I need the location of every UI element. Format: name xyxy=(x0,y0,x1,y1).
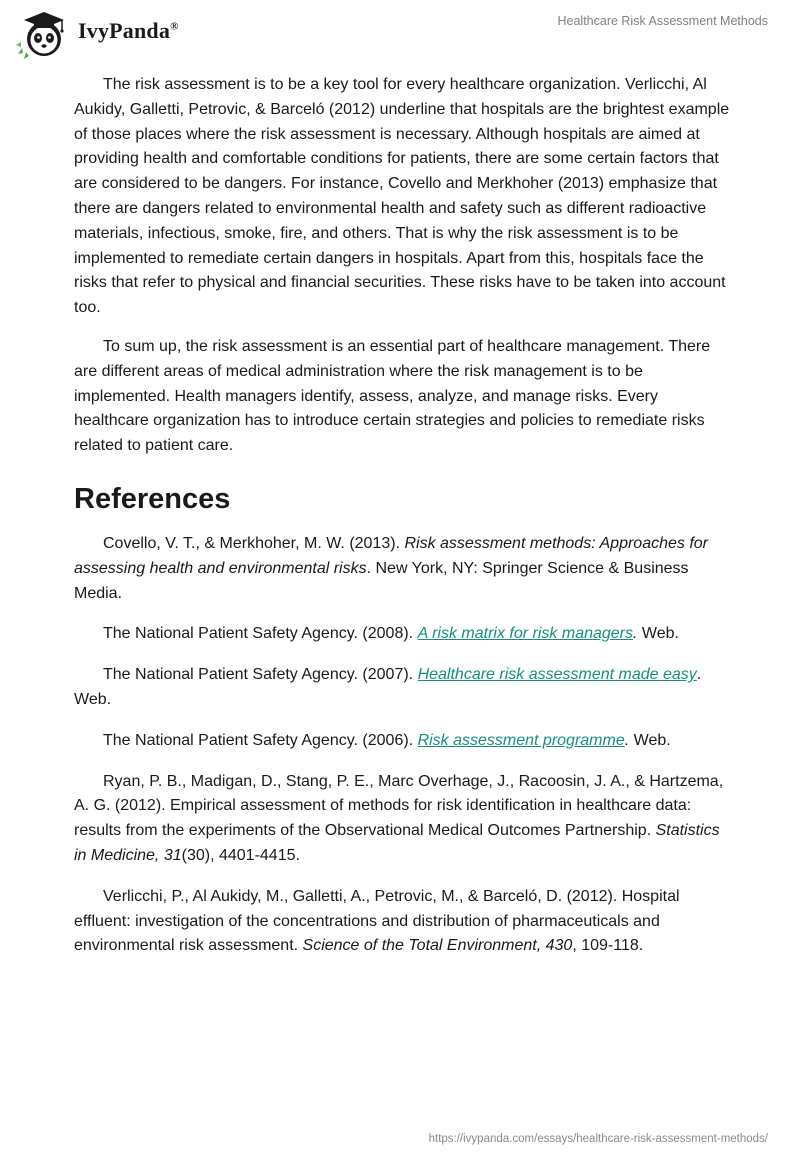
reference-text: . Web. xyxy=(74,666,702,708)
reference-text: Web. xyxy=(629,731,671,749)
reference-title: Science of the Total Environment, 430 xyxy=(302,937,573,955)
body-paragraph: The risk assessment is to be a key tool for every healthcare organization. Verlicchi, Al Aukidy, Galletti, Petrovic, & Barceló (2012) underline that hospitals are the brightest example of those places where the risk assessment is necessary. Although hospitals are aimed at providing health and comfortable conditions for patients, there are some certain factors that are considered to be dangers. For instance, Covello and Merkhoher (2013) emphasize that there are dangers related to environmental health and safety such as different radioactive materials, infectious, smoke, fire, and others. That is why the risk assessment is to be implemented to remediate certain dangers in hospitals. Apart from this, hospitals face the risks that refer to physical and financial securities. These risks have to be taken into account too. xyxy=(74,76,730,317)
ivypanda-logo-icon[interactable] xyxy=(16,8,74,60)
page-header xyxy=(0,0,800,70)
reference-text: . New York, NY: Springer Science & Business Media. xyxy=(74,559,689,602)
registered-mark: ® xyxy=(170,20,179,33)
document-title: Healthcare Risk Assessment Methods xyxy=(557,14,768,28)
footer-url: https://ivypanda.com/essays/healthcare-risk-assessment-methods/ xyxy=(428,1133,768,1145)
brand-name[interactable] xyxy=(78,18,179,44)
reference-text: The National Patient Safety Agency. (2008). xyxy=(103,625,418,643)
reference-item xyxy=(74,885,734,959)
reference-title: Risk assessment methods: Approaches for assessing health and environmental risks xyxy=(74,534,709,577)
reference-text: Ryan, P. B., Madigan, D., Stang, P. E., Marc Overhage, J., Racoosin, J. A., & Hartzema, A. G. (2012). Empirical assessment of methods for risk identification in healthcare data: results from the experiments of the Observational Medical Outcomes Partnership. xyxy=(74,772,724,840)
body-paragraph: To sum up, the risk assessment is an essential part of healthcare management. There are different areas of medical administration where the risk management is to be implemented. Health managers identify, assess, analyze, and manage risks. Every healthcare organization has to introduce certain strategies and policies to remediate risks related to patient care. xyxy=(74,337,711,455)
reference-item xyxy=(74,663,734,713)
reference-text: Web. xyxy=(637,625,679,643)
brand-name-text: IvyPanda xyxy=(78,18,171,43)
reference-title: Statistics in Medicine, 31 xyxy=(74,822,720,864)
reference-link[interactable]: Risk assessment programme xyxy=(417,731,625,749)
references-heading: References xyxy=(74,482,231,515)
reference-item xyxy=(74,532,734,606)
reference-link[interactable]: Healthcare risk assessment made easy xyxy=(417,666,697,684)
reference-text: The National Patient Safety Agency. (2007). xyxy=(103,666,418,684)
essay-content xyxy=(74,73,734,975)
reference-text: (30), 4401-4415. xyxy=(181,846,300,864)
reference-text: , 109-118. xyxy=(572,937,644,955)
reference-text: Verlicchi, P., Al Aukidy, M., Galletti, A., Petrovic, M., & Barceló, D. (2012). Hospital effluent: investigation of the concentrations and distribution of pharmaceuticals and environmental risk assessment. xyxy=(74,887,680,955)
reference-item xyxy=(74,729,734,754)
reference-link[interactable]: A risk matrix for risk managers xyxy=(417,625,634,643)
reference-item xyxy=(74,622,734,647)
reference-text: . xyxy=(624,731,630,749)
reference-text: Covello, V. T., & Merkhoher, M. W. (2013). xyxy=(103,534,405,552)
reference-item xyxy=(74,770,734,869)
reference-text: . xyxy=(633,625,638,643)
reference-text: The National Patient Safety Agency. (2006). xyxy=(103,731,418,749)
